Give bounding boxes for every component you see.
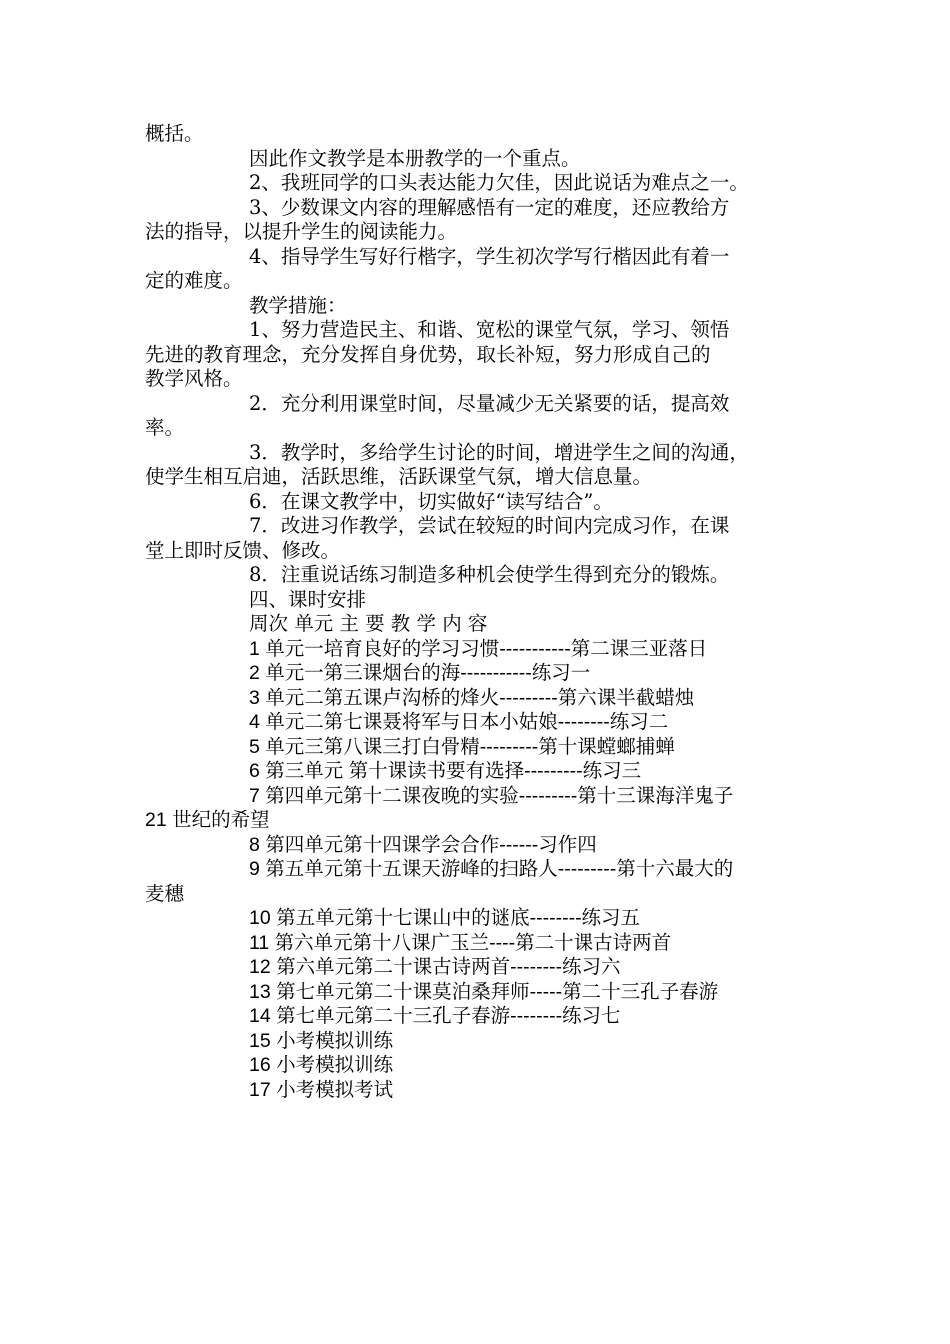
schedule-line: 16 小考模拟训练 bbox=[249, 1054, 394, 1076]
schedule-line: 1 单元一培育良好的学习习惯-----------第二课三亚落日 bbox=[249, 637, 708, 660]
paragraph-line: 8．注重说话练习制造多种机会使学生得到充分的锻炼。 bbox=[249, 563, 730, 586]
paragraph-line: 教学风格。 bbox=[145, 367, 243, 390]
paragraph-line: 率。 bbox=[145, 416, 185, 439]
paragraph-line: 2．充分利用课堂时间，尽量减少无关紧要的话，提高效 bbox=[249, 391, 730, 415]
schedule-line: 4 单元二第七课聂将军与日本小姑娘--------练习二 bbox=[249, 711, 669, 733]
paragraph-line: 法的指导，以提升学生的阅读能力。 bbox=[145, 220, 458, 243]
paragraph-line: 先进的教育理念，充分发挥自身优势，取长补短，努力形成自己的 bbox=[145, 342, 711, 366]
paragraph-line: 7．改进习作教学，尝试在较短的时间内完成习作，在课 bbox=[249, 514, 730, 537]
schedule-line: 6 第三单元 第十课读书要有选择---------练习三 bbox=[249, 760, 642, 782]
paragraph-line: 3．教学时，多给学生讨论的时间，增进学生之间的沟通， bbox=[249, 440, 749, 464]
schedule-line: 8 第四单元第十四课学会合作------习作四 bbox=[249, 833, 597, 856]
schedule-line: 3 单元二第五课卢沟桥的烽火---------第六课半截蜡烛 bbox=[249, 686, 695, 709]
schedule-line: 2 单元一第三课烟台的海-----------练习一 bbox=[249, 662, 591, 684]
paragraph-line: 1、努力营造民主、和谐、宽松的课堂气氛，学习、领悟 bbox=[249, 318, 730, 341]
schedule-line: 9 第五单元第十五课天游峰的扫路人---------第十六最大的 bbox=[249, 858, 734, 880]
schedule-line: 12 第六单元第二十课古诗两首--------练习六 bbox=[249, 956, 621, 978]
schedule-line: 10 第五单元第十七课山中的谜底--------练习五 bbox=[249, 907, 641, 929]
schedule-line: 7 第四单元第十二课夜晚的实验---------第十三课海洋鬼子 bbox=[249, 784, 734, 807]
schedule-line: 5 单元三第八课三打白骨精---------第十课螳螂捕蝉 bbox=[249, 735, 675, 758]
schedule-line: 21 世纪的希望 bbox=[145, 809, 270, 831]
paragraph-line: 因此作文教学是本册教学的一个重点。 bbox=[249, 146, 581, 170]
paragraph-line: 四、课时安排 bbox=[249, 587, 367, 611]
schedule-line: 麦穗 bbox=[145, 882, 185, 905]
paragraph-line: 概括。 bbox=[145, 122, 204, 145]
schedule-line: 11 第六单元第十八课广玉兰----第二十课古诗两首 bbox=[249, 931, 672, 954]
paragraph-line: 4、指导学生写好行楷字，学生初次学写行楷因此有着一 bbox=[249, 244, 730, 268]
paragraph-line: 堂上即时反馈、修改。 bbox=[145, 538, 341, 562]
paragraph-line: 定的难度。 bbox=[145, 269, 243, 292]
paragraph-line: 6．在课文教学中，切实做好“读写结合”。 bbox=[249, 489, 613, 513]
paragraph-line: 3、少数课文内容的理解感悟有一定的难度，还应教给方 bbox=[249, 195, 730, 219]
schedule-line: 17 小考模拟考试 bbox=[249, 1078, 394, 1101]
paragraph-line: 2、我班同学的口头表达能力欠佳，因此说话为难点之一。 bbox=[249, 171, 749, 194]
paragraph-line: 使学生相互启迪，活跃思维，活跃课堂气氛，增大信息量。 bbox=[145, 465, 653, 488]
schedule-line: 15 小考模拟训练 bbox=[249, 1029, 394, 1052]
paragraph-line: 周次 单元 主 要 教 学 内 容 bbox=[249, 612, 488, 635]
schedule-line: 14 第七单元第二十三孔子春游--------练习七 bbox=[249, 1005, 621, 1027]
paragraph-line: 教学措施： bbox=[249, 293, 347, 317]
schedule-line: 13 第七单元第二十课莫泊桑拜师-----第二十三孔子春游 bbox=[249, 980, 719, 1003]
document-page bbox=[145, 122, 825, 1102]
